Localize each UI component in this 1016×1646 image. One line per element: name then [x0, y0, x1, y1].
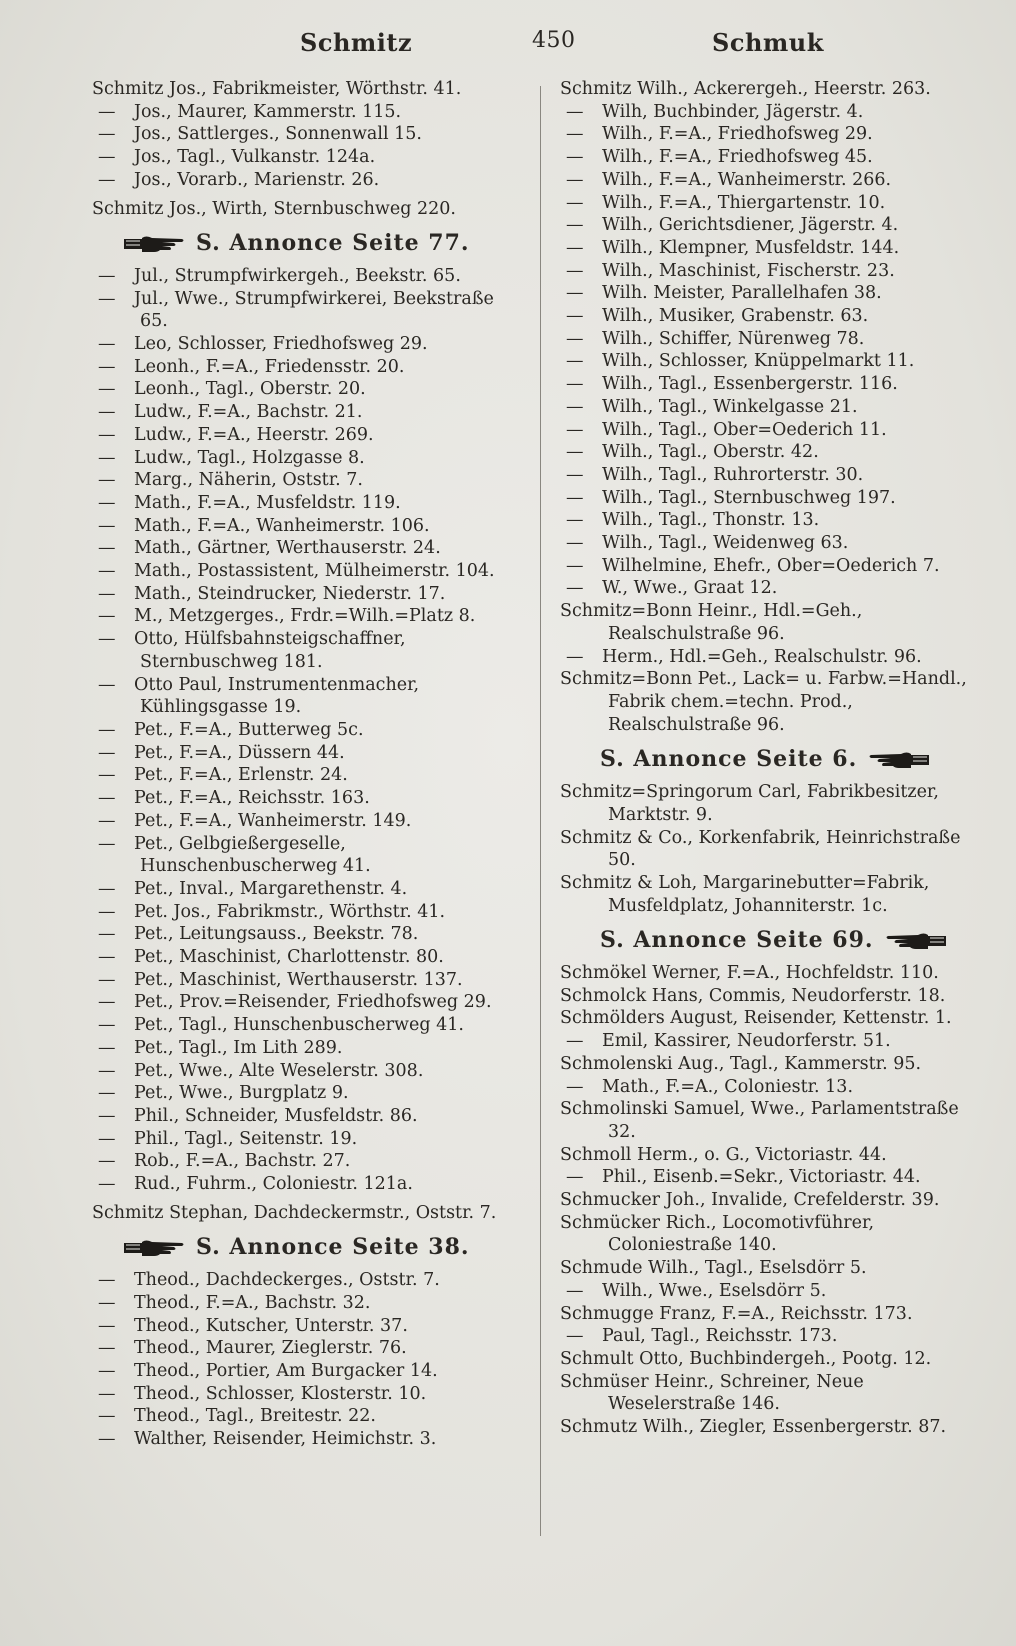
directory-entry [560, 350, 988, 373]
entry-text: Phil., Tagl., Seitenstr. 19. [134, 1128, 358, 1149]
directory-entry [560, 577, 988, 600]
directory-entry [92, 1360, 522, 1383]
ditto-dash: — [98, 924, 116, 945]
entry-text: Schmitz Stephan, Dachdeckermstr., Oststr. 7. [92, 1202, 497, 1223]
entry-text: Theod., Schlosser, Klosterstr. 10. [134, 1383, 427, 1404]
header-left-keyword: Schmitz [300, 28, 413, 57]
ditto-dash: — [566, 555, 584, 576]
entry-text: Schmüser Heinr., Schreiner, Neue Weselerstraße 146. [560, 1371, 864, 1415]
entry-text: Pet., Wwe., Burgplatz 9. [134, 1083, 349, 1104]
entry-text: Walther, Reisender, Heimichstr. 3. [134, 1429, 437, 1450]
directory-entry [92, 447, 522, 470]
entry-text: Wilh., Schlosser, Knüppelmarkt 11. [602, 351, 915, 372]
entry-text: Wilh., F.=A., Friedhofsweg 45. [602, 147, 873, 168]
header-right-keyword: Schmuk [712, 28, 824, 57]
directory-entry [560, 487, 988, 510]
directory-entry [560, 260, 988, 283]
entry-text: Schmoll Herm., o. G., Victoriastr. 44. [560, 1144, 887, 1165]
ditto-dash: — [98, 1315, 116, 1336]
entry-text: Wilh., Tagl., Essenbergerstr. 116. [602, 374, 898, 395]
entry-text: Jos., Tagl., Vulkanstr. 124a. [134, 147, 376, 168]
ditto-dash: — [98, 810, 116, 831]
ditto-dash: — [98, 356, 116, 377]
ditto-dash: — [98, 265, 116, 286]
entry-text: Wilh., Tagl., Thonstr. 13. [602, 510, 820, 531]
ditto-dash: — [98, 288, 116, 309]
ditto-dash: — [566, 1031, 584, 1052]
ditto-dash: — [566, 328, 584, 349]
directory-entry [92, 1202, 522, 1225]
ditto-dash: — [98, 379, 116, 400]
ditto-dash: — [566, 260, 584, 281]
entry-text: Ludw., Tagl., Holzgasse 8. [134, 447, 365, 468]
directory-entry [92, 1150, 522, 1173]
entry-text: Theod., Maurer, Zieglerstr. 76. [134, 1338, 407, 1359]
directory-entry [560, 123, 988, 146]
ditto-dash: — [98, 447, 116, 468]
directory-entry [560, 282, 988, 305]
directory-entry [92, 288, 522, 333]
directory-entry [92, 1014, 522, 1037]
entry-text: Otto Paul, Instrumentenmacher, Kühlingsgasse 19. [134, 674, 420, 718]
column-divider [540, 86, 541, 1536]
ditto-dash: — [98, 147, 116, 168]
entry-text: Schmitz & Loh, Margarinebutter=Fabrik, Musfeldplatz, Johanniterstr. 1c. [560, 872, 930, 916]
ditto-dash: — [566, 487, 584, 508]
entry-text: Wilh., Tagl., Sternbuschweg 197. [602, 487, 896, 508]
entry-text: Pet., F.=A., Erlenstr. 24. [134, 765, 348, 786]
directory-entry [560, 1053, 988, 1076]
directory-entry [92, 923, 522, 946]
ditto-dash: — [98, 101, 116, 122]
entry-text: Math., F.=A., Musfeldstr. 119. [134, 492, 401, 513]
entry-text: Schmitz=Bonn Pet., Lack= u. Farbw.=Handl., Fabrik chem.=techn. Prod., Realschulstraße 96. [560, 669, 967, 735]
directory-entry [92, 764, 522, 787]
entry-text: Schmitz & Co., Korkenfabrik, Heinrichstraße 50. [560, 827, 961, 871]
entry-text: Schmitz Wilh., Ackerergeh., Heerstr. 263. [560, 79, 931, 99]
ditto-dash: — [98, 969, 116, 990]
entry-text: Wilh., Tagl., Weidenweg 63. [602, 533, 849, 554]
directory-entry [92, 605, 522, 628]
ditto-dash: — [566, 124, 584, 145]
ditto-dash: — [566, 419, 584, 440]
ditto-dash: — [566, 147, 584, 168]
directory-entry [92, 1173, 522, 1196]
entry-text: Pet., F.=A., Wanheimerstr. 149. [134, 810, 412, 831]
directory-entry [92, 991, 522, 1014]
directory-entry [92, 1082, 522, 1105]
entry-text: Rud., Fuhrm., Coloniestr. 121a. [134, 1174, 413, 1195]
directory-entry [560, 192, 988, 215]
ditto-dash: — [566, 510, 584, 531]
directory-entry [92, 492, 522, 515]
entry-text: Wilh., Wwe., Eselsdörr 5. [602, 1280, 827, 1301]
ditto-dash: — [566, 306, 584, 327]
entry-text: Wilh., F.=A., Thiergartenstr. 10. [602, 192, 886, 213]
entry-text: Jos., Maurer, Kammerstr. 115. [134, 101, 402, 122]
directory-entry [560, 1257, 988, 1280]
directory-entry [560, 555, 988, 578]
ditto-dash: — [98, 788, 116, 809]
entry-text: Emil, Kassirer, Neudorferstr. 51. [602, 1031, 891, 1052]
directory-entry [560, 214, 988, 237]
entry-text: Theod., Kutscher, Unterstr. 37. [134, 1315, 408, 1336]
directory-entry [560, 646, 988, 669]
ditto-dash: — [98, 1292, 116, 1313]
directory-entry [560, 1007, 988, 1030]
directory-entry [92, 628, 522, 673]
ditto-dash: — [566, 1076, 584, 1097]
directory-entry [560, 305, 988, 328]
ditto-dash: — [98, 1270, 116, 1291]
directory-entry [560, 169, 988, 192]
directory-entry [560, 396, 988, 419]
directory-entry [92, 742, 522, 765]
ditto-dash: — [98, 124, 116, 145]
directory-entry [560, 146, 988, 169]
entry-text: Leonh., F.=A., Friedensstr. 20. [134, 356, 405, 377]
directory-entry [92, 123, 522, 146]
directory-entry [92, 946, 522, 969]
directory-entry [92, 1315, 522, 1338]
directory-entry [92, 583, 522, 606]
ditto-dash: — [98, 901, 116, 922]
entry-text: Pet., F.=A., Düssern 44. [134, 742, 345, 763]
entry-text: Phil., Eisenb.=Sekr., Victoriastr. 44. [602, 1167, 921, 1188]
directory-entry [92, 833, 522, 878]
directory-entry [560, 985, 988, 1008]
entry-text: Otto, Hülfsbahnsteigschaffner, Sternbuschweg 181. [134, 629, 406, 672]
directory-entry [92, 101, 522, 124]
entry-text: Wilh, Buchbinder, Jägerstr. 4. [602, 101, 864, 122]
directory-entry [560, 237, 988, 260]
directory-entry [560, 1144, 988, 1167]
annonce-reference [92, 232, 522, 255]
entry-text: Leonh., Tagl., Oberstr. 20. [134, 379, 366, 400]
ditto-dash: — [98, 583, 116, 604]
directory-entry [92, 401, 522, 424]
ditto-dash: — [98, 1105, 116, 1126]
ditto-dash: — [98, 1360, 116, 1381]
directory-entry [92, 560, 522, 583]
directory-entry [92, 1292, 522, 1315]
ditto-dash: — [98, 1338, 116, 1359]
ditto-dash: — [566, 374, 584, 395]
ditto-dash: — [98, 402, 116, 423]
entry-text: Wilh., Tagl., Oberstr. 42. [602, 442, 819, 463]
entry-text: Jul., Strumpfwirkergeh., Beekstr. 65. [134, 265, 461, 286]
directory-entry [560, 78, 988, 101]
directory-entry [560, 1280, 988, 1303]
entry-text: Schmult Otto, Buchbindergeh., Pootg. 12. [560, 1348, 932, 1369]
directory-entry [92, 265, 522, 288]
entry-text: Schmitz Jos., Wirth, Sternbuschweg 220. [92, 198, 456, 219]
directory-entry [560, 101, 988, 124]
annonce-reference [560, 748, 988, 771]
ditto-dash: — [566, 1167, 584, 1188]
directory-entry [92, 1405, 522, 1428]
entry-text: Wilh., Tagl., Winkelgasse 21. [602, 396, 858, 417]
entry-text: Wilh., Gerichtsdiener, Jägerstr. 4. [602, 215, 899, 236]
annonce-reference [92, 1236, 522, 1259]
directory-entry [560, 1212, 988, 1257]
entry-text: Pet., Leitungsauss., Beekstr. 78. [134, 924, 419, 945]
pointing-hand-icon [122, 233, 186, 255]
entry-text: Ludw., F.=A., Heerstr. 269. [134, 424, 374, 445]
directory-entry [560, 532, 988, 555]
pointing-hand-icon [122, 1237, 186, 1259]
directory-entry [92, 537, 522, 560]
ditto-dash: — [98, 538, 116, 559]
ditto-dash: — [566, 101, 584, 122]
entry-text: Pet. Jos., Fabrikmstr., Wörthstr. 41. [134, 901, 446, 922]
directory-entry [92, 333, 522, 356]
directory-entry [92, 1383, 522, 1406]
entry-text: Marg., Näherin, Oststr. 7. [134, 470, 363, 491]
entry-text: Schmitz=Springorum Carl, Fabrikbesitzer, Marktstr. 9. [560, 782, 939, 825]
entry-text: Schmolinski Samuel, Wwe., Parlamentstraße 32. [560, 1099, 959, 1142]
directory-entry [560, 509, 988, 532]
entry-text: Theod., Dachdeckerges., Oststr. 7. [134, 1270, 440, 1291]
ditto-dash: — [566, 237, 584, 258]
directory-entry [92, 378, 522, 401]
directory-entry [92, 674, 522, 719]
directory-entry [560, 1166, 988, 1189]
entry-text: Schmolenski Aug., Tagl., Kammerstr. 95. [560, 1053, 922, 1074]
entry-text: Pet., F.=A., Reichsstr. 163. [134, 788, 370, 809]
directory-entry [92, 787, 522, 810]
directory-entry [92, 1337, 522, 1360]
entry-text: Schmutz Wilh., Ziegler, Essenbergerstr. 87. [560, 1417, 947, 1438]
directory-entry [560, 1325, 988, 1348]
entry-text: Schmitz Jos., Fabrikmeister, Wörthstr. 41. [92, 79, 462, 99]
entry-text: Math., Postassistent, Mülheimerstr. 104. [134, 561, 495, 582]
entry-text: Wilh., Tagl., Ruhrorterstr. 30. [602, 464, 864, 485]
ditto-dash: — [98, 1037, 116, 1058]
ditto-dash: — [98, 1406, 116, 1427]
directory-entry [92, 515, 522, 538]
entry-text: Jul., Wwe., Strumpfwirkerei, Beekstraße 65. [134, 288, 494, 332]
ditto-dash: — [566, 396, 584, 417]
entry-text: Wilh., Maschinist, Fischerstr. 23. [602, 260, 895, 281]
entry-text: Schmude Wilh., Tagl., Eselsdörr 5. [560, 1258, 867, 1279]
entry-text: Pet., Prov.=Reisender, Friedhofsweg 29. [134, 992, 492, 1013]
ditto-dash: — [566, 578, 584, 599]
directory-entry [560, 1303, 988, 1326]
directory-entry [560, 328, 988, 351]
entry-text: M., Metzgerges., Frdr.=Wilh.=Platz 8. [134, 606, 476, 627]
directory-entry [92, 1269, 522, 1292]
directory-entry [560, 1098, 988, 1143]
entry-text: Pet., Tagl., Im Lith 289. [134, 1037, 343, 1058]
ditto-dash: — [566, 283, 584, 304]
entry-text: Jos., Sattlerges., Sonnenwall 15. [134, 124, 422, 145]
directory-entry [560, 1076, 988, 1099]
ditto-dash: — [566, 646, 584, 667]
ditto-dash: — [566, 1280, 584, 1301]
annonce-text: S. Annonce Seite 69. [600, 927, 874, 954]
entry-text: Math., Gärtner, Werthauserstr. 24. [134, 538, 441, 559]
entry-text: Theod., Portier, Am Burgacker 14. [134, 1360, 438, 1381]
pointing-hand-icon [867, 749, 931, 771]
ditto-dash: — [98, 561, 116, 582]
entry-text: Pet., Maschinist, Charlottenstr. 80. [134, 947, 444, 968]
entry-text: Pet., F.=A., Butterweg 5c. [134, 719, 364, 740]
directory-entry [92, 78, 522, 101]
directory-entry [92, 969, 522, 992]
entry-text: Rob., F.=A., Bachstr. 27. [134, 1151, 351, 1172]
directory-entry [92, 810, 522, 833]
ditto-dash: — [98, 334, 116, 355]
directory-entry [92, 198, 522, 221]
ditto-dash: — [98, 719, 116, 740]
ditto-dash: — [98, 742, 116, 763]
ditto-dash: — [98, 492, 116, 513]
entry-text: Ludw., F.=A., Bachstr. 21. [134, 402, 363, 423]
ditto-dash: — [98, 470, 116, 491]
ditto-dash: — [98, 1383, 116, 1404]
directory-entry [560, 1189, 988, 1212]
entry-text: Paul, Tagl., Reichsstr. 173. [602, 1326, 838, 1347]
ditto-dash: — [98, 1060, 116, 1081]
directory-entry [560, 600, 988, 645]
entry-text: Wilh., Schiffer, Nürenweg 78. [602, 328, 865, 349]
entry-text: Pet., Maschinist, Werthauserstr. 137. [134, 969, 463, 990]
directory-entry [92, 1105, 522, 1128]
ditto-dash: — [566, 533, 584, 554]
directory-entry [560, 962, 988, 985]
entry-text: Math., F.=A., Coloniestr. 13. [602, 1076, 854, 1097]
ditto-dash: — [566, 442, 584, 463]
ditto-dash: — [98, 833, 116, 854]
ditto-dash: — [98, 992, 116, 1013]
entry-text: Wilh., F.=A., Wanheimerstr. 266. [602, 169, 892, 190]
entry-text: Wilh. Meister, Parallelhafen 38. [602, 283, 882, 304]
entry-text: Schmucker Joh., Invalide, Crefelderstr. 39. [560, 1190, 940, 1211]
entry-text: Theod., F.=A., Bachstr. 32. [134, 1292, 371, 1313]
ditto-dash: — [566, 351, 584, 372]
entry-text: Schmugge Franz, F.=A., Reichsstr. 173. [560, 1303, 913, 1324]
entry-text: Schmücker Rich., Locomotivführer, Coloniestraße 140. [560, 1212, 875, 1256]
entry-text: Wilh., Musiker, Grabenstr. 63. [602, 306, 869, 327]
directory-entry [560, 441, 988, 464]
entry-text: Pet., Gelbgießergeselle, Hunschenbuscherweg 41. [134, 833, 371, 877]
directory-entry [560, 781, 988, 826]
directory-entry [92, 1128, 522, 1151]
directory-entry [92, 424, 522, 447]
entry-text: Pet., Tagl., Hunschenbuscherweg 41. [134, 1015, 464, 1036]
ditto-dash: — [98, 1083, 116, 1104]
entry-text: Schmökel Werner, F.=A., Hochfeldstr. 110. [560, 963, 939, 984]
ditto-dash: — [98, 1151, 116, 1172]
entry-text: Schmolck Hans, Commis, Neudorferstr. 18. [560, 985, 946, 1006]
ditto-dash: — [98, 674, 116, 695]
entry-text: Phil., Schneider, Musfeldstr. 86. [134, 1105, 418, 1126]
directory-entry [92, 901, 522, 924]
directory-entry [560, 668, 988, 736]
ditto-dash: — [98, 1429, 116, 1450]
pointing-hand-icon [884, 930, 948, 952]
right-column [560, 78, 988, 1439]
entry-text: Wilh., Klempner, Musfeldstr. 144. [602, 237, 900, 258]
entry-text: Jos., Vorarb., Marienstr. 26. [134, 169, 380, 190]
ditto-dash: — [566, 1326, 584, 1347]
directory-entry [92, 1428, 522, 1451]
directory-entry [560, 373, 988, 396]
annonce-text: S. Annonce Seite 6. [600, 746, 858, 773]
directory-entry [560, 827, 988, 872]
directory-entry [92, 469, 522, 492]
directory-entry [92, 878, 522, 901]
entry-text: Wilh., F.=A., Friedhofsweg 29. [602, 124, 873, 145]
entry-text: W., Wwe., Graat 12. [602, 578, 778, 599]
annonce-reference [560, 929, 988, 952]
ditto-dash: — [566, 169, 584, 190]
directory-entry [560, 872, 988, 917]
ditto-dash: — [98, 169, 116, 190]
ditto-dash: — [98, 1174, 116, 1195]
directory-entry [560, 464, 988, 487]
entry-text: Schmitz=Bonn Heinr., Hdl.=Geh., Realschulstraße 96. [560, 601, 863, 644]
left-column [92, 78, 522, 1451]
directory-entry [560, 1416, 988, 1439]
entry-text: Wilhelmine, Ehefr., Ober=Oederich 7. [602, 555, 940, 576]
ditto-dash: — [566, 192, 584, 213]
annonce-text: S. Annonce Seite 77. [196, 230, 470, 257]
ditto-dash: — [98, 765, 116, 786]
entry-text: Pet., Inval., Margarethenstr. 4. [134, 878, 408, 899]
directory-entry [92, 169, 522, 192]
ditto-dash: — [98, 629, 116, 650]
entry-text: Theod., Tagl., Breitestr. 22. [134, 1406, 376, 1427]
ditto-dash: — [98, 878, 116, 899]
directory-entry [92, 146, 522, 169]
entry-text: Herm., Hdl.=Geh., Realschulstr. 96. [602, 646, 922, 667]
entry-text: Wilh., Tagl., Ober=Oederich 11. [602, 419, 887, 440]
ditto-dash: — [98, 1015, 116, 1036]
directory-entry [560, 419, 988, 442]
directory-entry [560, 1030, 988, 1053]
entry-text: Schmölders August, Reisender, Kettenstr. 1. [560, 1008, 952, 1029]
entry-text: Pet., Wwe., Alte Weselerstr. 308. [134, 1060, 424, 1081]
ditto-dash: — [98, 424, 116, 445]
entry-text: Math., F.=A., Wanheimerstr. 106. [134, 515, 430, 536]
ditto-dash: — [98, 947, 116, 968]
directory-entry [92, 356, 522, 379]
page-number: 450 [532, 28, 576, 53]
ditto-dash: — [566, 215, 584, 236]
ditto-dash: — [98, 515, 116, 536]
entry-text: Math., Steindrucker, Niederstr. 17. [134, 583, 446, 604]
directory-entry [560, 1348, 988, 1371]
directory-entry [92, 719, 522, 742]
ditto-dash: — [98, 606, 116, 627]
annonce-text: S. Annonce Seite 38. [196, 1234, 470, 1261]
directory-entry [92, 1037, 522, 1060]
directory-entry [92, 1060, 522, 1083]
directory-entry [560, 1371, 988, 1416]
ditto-dash: — [98, 1128, 116, 1149]
ditto-dash: — [566, 464, 584, 485]
entry-text: Leo, Schlosser, Friedhofsweg 29. [134, 334, 428, 355]
